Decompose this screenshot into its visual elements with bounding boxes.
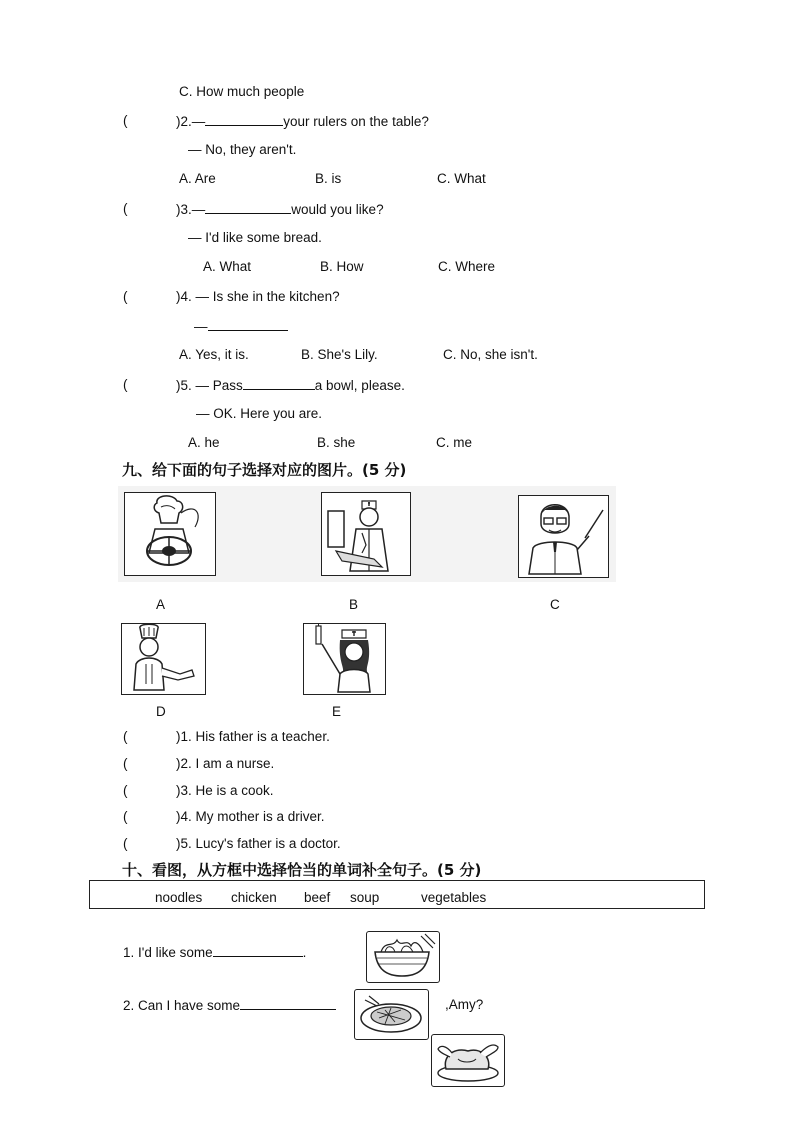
noodles-picture (366, 931, 440, 983)
option-c: C. me (436, 435, 473, 450)
answer-paren: ( (123, 836, 128, 851)
picture-label-d: D (156, 704, 166, 719)
matching-item-2: )2. I am a nurse. (176, 756, 275, 771)
question-2 (176, 112, 429, 131)
picture-label-e: E (332, 704, 342, 719)
doctor-illustration (322, 493, 409, 574)
word-bank-item: noodles (155, 890, 203, 905)
answer-paren: ( (123, 756, 128, 771)
fill-question-2 (123, 996, 336, 1015)
option-a: A. he (188, 435, 220, 450)
matching-item-1: )1. His father is a teacher. (176, 729, 330, 744)
answer-paren: ( (123, 201, 128, 216)
roast-chicken-icon (432, 1035, 503, 1085)
option-b: B. She's Lily. (301, 347, 378, 362)
dialog-answer: — OK. Here you are. (196, 406, 323, 421)
option-c: C. Where (438, 259, 496, 274)
picture-label-b: B (349, 597, 359, 612)
word-bank-item: beef (304, 890, 331, 905)
option-c: C. What (437, 171, 486, 186)
answer-blank[interactable] (205, 200, 291, 214)
question-text: a bowl, please. (314, 378, 405, 393)
matching-item-3: )3. He is a cook. (176, 783, 274, 798)
answer-paren: ( (123, 289, 128, 304)
word-bank-item: chicken (231, 890, 277, 905)
picture-d-cook (121, 623, 206, 695)
nurse-illustration (304, 624, 384, 693)
word-bank-item: vegetables (421, 890, 487, 905)
option-b: B. How (320, 259, 364, 274)
q1-option-c: C. How much people (179, 84, 305, 99)
answer-paren: ( (123, 113, 128, 128)
dash: — (194, 319, 208, 334)
picture-a-driver (124, 492, 216, 576)
question-4: )4. — Is she in the kitchen? (176, 289, 340, 304)
driver-illustration (125, 493, 214, 574)
option-b: B. she (317, 435, 356, 450)
picture-b-doctor (321, 492, 411, 576)
section-10-heading: 十、看图，从方框中选择恰当的单词补全句子。(5 分) (122, 861, 482, 879)
beef-picture (354, 989, 429, 1040)
answer-blank[interactable] (208, 317, 288, 331)
option-a: A. Are (179, 171, 216, 186)
question-number: )5. — Pass (176, 378, 243, 393)
chicken-picture (431, 1034, 505, 1087)
answer-blank[interactable] (205, 112, 283, 126)
option-c: C. No, she isn't. (443, 347, 538, 362)
option-a: A. What (203, 259, 252, 274)
question-end: . (302, 945, 307, 960)
answer-blank[interactable] (240, 996, 336, 1010)
picture-label-a: A (156, 597, 166, 612)
answer-paren: ( (123, 809, 128, 824)
dialog-answer: — I'd like some bread. (188, 230, 322, 245)
picture-label-c: C (550, 597, 560, 612)
question-end: ,Amy? (445, 997, 484, 1012)
question-5 (176, 376, 405, 395)
picture-e-nurse (303, 623, 386, 695)
question-text: 1. I'd like some (123, 945, 213, 960)
noodles-bowl-icon (367, 932, 438, 981)
dialog-answer: — No, they aren't. (188, 142, 297, 157)
question-text: your rulers on the table? (283, 114, 429, 129)
cook-illustration (122, 624, 204, 693)
answer-paren: ( (123, 729, 128, 744)
answer-paren: ( (123, 783, 128, 798)
matching-item-4: )4. My mother is a driver. (176, 809, 325, 824)
teacher-illustration (519, 496, 607, 576)
answer-blank[interactable] (213, 943, 303, 957)
question-text: 2. Can I have some (123, 998, 241, 1013)
dialog-answer (194, 317, 288, 336)
section-9-heading: 九、给下面的句子选择对应的图片。(5 分) (122, 461, 407, 479)
picture-c-teacher (518, 495, 609, 578)
option-b: B. is (315, 171, 342, 186)
question-number: )2.— (176, 114, 206, 129)
question-number: )3.— (176, 202, 206, 217)
question-text: would you like? (291, 202, 384, 217)
word-bank-item: soup (350, 890, 380, 905)
answer-blank[interactable] (243, 376, 315, 390)
answer-paren: ( (123, 377, 128, 392)
matching-item-5: )5. Lucy's father is a doctor. (176, 836, 341, 851)
question-3 (176, 200, 384, 219)
option-a: A. Yes, it is. (179, 347, 249, 362)
fill-question-1 (123, 943, 306, 962)
steak-plate-icon (355, 990, 427, 1038)
